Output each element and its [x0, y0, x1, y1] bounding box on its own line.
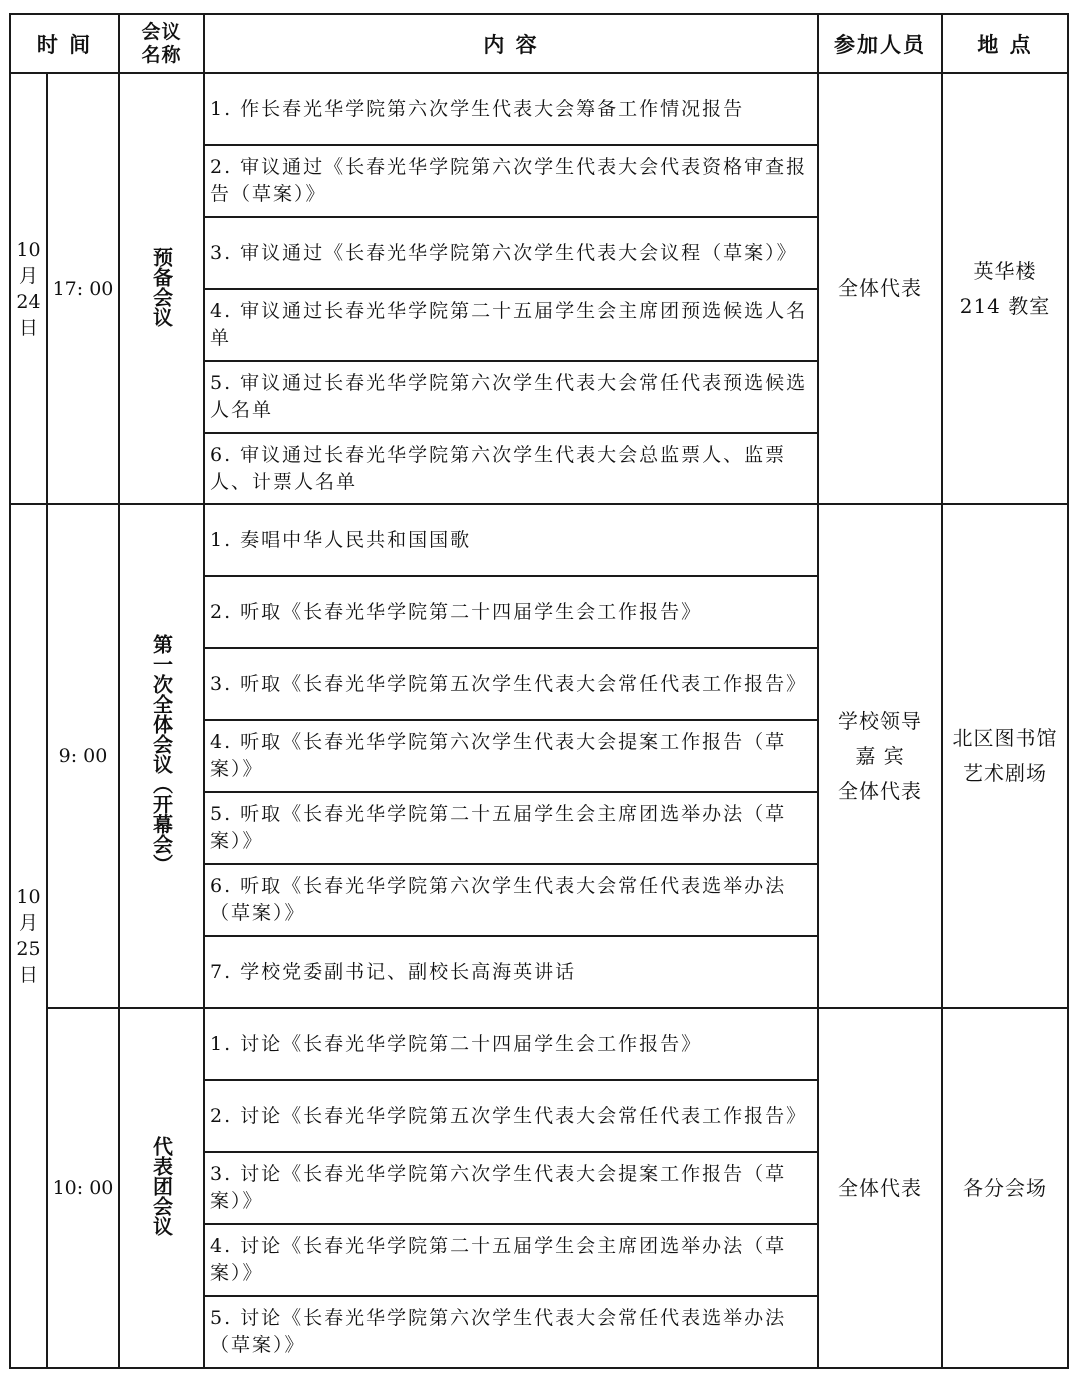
header-content: 内 容: [204, 14, 818, 73]
agenda-item: 2. 讨论《长春光华学院第五次学生代表大会常任代表工作报告》: [204, 1080, 818, 1152]
agenda-item: 3. 讨论《长春光华学院第六次学生代表大会提案工作报告（草案）》: [204, 1152, 818, 1224]
agenda-item: 2. 听取《长春光华学院第二十四届学生会工作报告》: [204, 576, 818, 648]
agenda-item: 4. 审议通过长春光华学院第二十五届学生会主席团预选候选人名单: [204, 289, 818, 361]
meeting-name-cell: [119, 504, 204, 1008]
schedule-table: [9, 13, 1069, 1369]
header-location: 地 点: [942, 14, 1068, 73]
agenda-item: 3. 听取《长春光华学院第五次学生代表大会常任代表工作报告》: [204, 648, 818, 720]
attendees-cell: 学校领导 嘉 宾 全体代表: [818, 504, 942, 1008]
agenda-item: 1. 作长春光华学院第六次学生代表大会筹备工作情况报告: [204, 73, 818, 145]
date-cell-oct24: 10 月 24 日: [10, 73, 47, 504]
meeting-name: 预备会议: [149, 246, 174, 327]
table-row: [10, 504, 1068, 576]
agenda-item: 5. 审议通过长春光华学院第六次学生代表大会常任代表预选候选人名单: [204, 361, 818, 433]
time-cell: 17: 00: [47, 73, 119, 504]
date-cell-oct25: 10 月 25 日: [10, 504, 47, 1368]
location-cell: 英华楼 214 教室: [942, 73, 1068, 504]
meeting-name-cell: [119, 73, 204, 504]
agenda-item: 4. 听取《长春光华学院第六次学生代表大会提案工作报告（草案）》: [204, 720, 818, 792]
header-meeting-name: 会议 名称: [119, 14, 204, 73]
agenda-item: 6. 审议通过长春光华学院第六次学生代表大会总监票人、监票人、计票人名单: [204, 433, 818, 504]
time-cell: 9: 00: [47, 504, 119, 1008]
header-row: [10, 14, 1068, 73]
time-cell: 10: 00: [47, 1008, 119, 1368]
attendees-cell: 全体代表: [818, 73, 942, 504]
agenda-item: 5. 讨论《长春光华学院第六次学生代表大会常任代表选举办法（草案）》: [204, 1296, 818, 1368]
agenda-item: 1. 讨论《长春光华学院第二十四届学生会工作报告》: [204, 1008, 818, 1080]
agenda-item: 2. 审议通过《长春光华学院第六次学生代表大会代表资格审查报告（草案）》: [204, 145, 818, 217]
agenda-item: 1. 奏唱中华人民共和国国歌: [204, 504, 818, 576]
meeting-name: 代表团会议: [149, 1136, 174, 1236]
agenda-item: 7. 学校党委副书记、副校长高海英讲话: [204, 936, 818, 1008]
attendees-cell: 全体代表: [818, 1008, 942, 1368]
header-time: 时 间: [10, 14, 119, 73]
agenda-item: 5. 听取《长春光华学院第二十五届学生会主席团选举办法（草案）》: [204, 792, 818, 864]
table-row: [10, 73, 1068, 145]
agenda-item: 6. 听取《长春光华学院第六次学生代表大会常任代表选举办法（草案）》: [204, 864, 818, 936]
meeting-name: 第一次全体会议（开幕会）: [149, 634, 174, 874]
agenda-item: 3. 审议通过《长春光华学院第六次学生代表大会议程（草案）》: [204, 217, 818, 289]
meeting-name-cell: [119, 1008, 204, 1368]
header-attendees: 参加人员: [818, 14, 942, 73]
location-cell: 北区图书馆 艺术剧场: [942, 504, 1068, 1008]
location-cell: 各分会场: [942, 1008, 1068, 1368]
agenda-item: 4. 讨论《长春光华学院第二十五届学生会主席团选举办法（草案）》: [204, 1224, 818, 1296]
table-row: [10, 1008, 1068, 1080]
